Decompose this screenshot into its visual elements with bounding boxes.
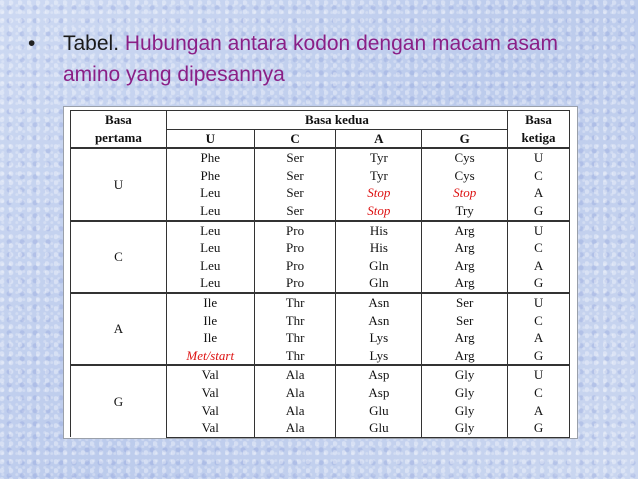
third-base-cell: A xyxy=(508,184,570,202)
amino-acid-cell-u: Val xyxy=(166,365,254,384)
amino-acid-cell-c: Ser xyxy=(254,202,336,221)
amino-acid-cell-c: Pro xyxy=(254,221,336,240)
third-base-cell: C xyxy=(508,167,570,185)
bullet-icon: • xyxy=(28,32,36,55)
third-base-cell: U xyxy=(508,148,570,167)
amino-acid-cell-c: Ser xyxy=(254,148,336,167)
amino-acid-cell-c: Pro xyxy=(254,257,336,275)
amino-acid-cell-g: Arg xyxy=(422,221,508,240)
amino-acid-cell-a: Glu xyxy=(336,402,422,420)
amino-acid-cell-c: Ser xyxy=(254,167,336,185)
third-base-cell: C xyxy=(508,312,570,330)
amino-acid-cell-u: Ile xyxy=(166,312,254,330)
first-base-cell: U xyxy=(71,148,167,220)
column-header-g: G xyxy=(422,129,508,148)
table-row xyxy=(71,148,570,167)
amino-acid-cell-a: Asn xyxy=(336,293,422,312)
first-base-cell: C xyxy=(71,221,167,293)
amino-acid-cell-c: Thr xyxy=(254,312,336,330)
third-base-cell: U xyxy=(508,293,570,312)
amino-acid-cell-a: Gln xyxy=(336,257,422,275)
amino-acid-cell-u: Leu xyxy=(166,257,254,275)
column-header-u: U xyxy=(166,129,254,148)
amino-acid-cell-a: Asp xyxy=(336,365,422,384)
title-text xyxy=(28,28,608,90)
amino-acid-cell-c: Ser xyxy=(254,184,336,202)
amino-acid-cell-g: Gly xyxy=(422,365,508,384)
amino-acid-cell-c: Ala xyxy=(254,402,336,420)
header-first-base-line2: pertama xyxy=(71,129,167,148)
amino-acid-cell-g: Ser xyxy=(422,293,508,312)
header-third-base-line2: ketiga xyxy=(508,129,570,148)
amino-acid-cell-c: Ala xyxy=(254,365,336,384)
amino-acid-cell-u: Leu xyxy=(166,202,254,221)
third-base-cell: U xyxy=(508,365,570,384)
amino-acid-cell-a: Gln xyxy=(336,274,422,293)
amino-acid-cell-g: Ser xyxy=(422,312,508,330)
amino-acid-cell-c: Thr xyxy=(254,329,336,347)
amino-acid-cell-a: Stop xyxy=(336,202,422,221)
first-base-cell: G xyxy=(71,365,167,437)
third-base-cell: A xyxy=(508,257,570,275)
amino-acid-cell-u: Ile xyxy=(166,293,254,312)
third-base-cell: A xyxy=(508,329,570,347)
header-first-base-line1: Basa xyxy=(71,111,167,130)
amino-acid-cell-g: Cys xyxy=(422,167,508,185)
amino-acid-cell-c: Pro xyxy=(254,239,336,257)
amino-acid-cell-c: Pro xyxy=(254,274,336,293)
amino-acid-cell-a: Tyr xyxy=(336,167,422,185)
amino-acid-cell-u: Phe xyxy=(166,167,254,185)
amino-acid-cell-u: Leu xyxy=(166,239,254,257)
amino-acid-cell-g: Arg xyxy=(422,347,508,366)
title-rest: Hubungan antara kodon dengan macam asam amino yang dipesannya xyxy=(63,32,559,86)
third-base-cell: G xyxy=(508,274,570,293)
amino-acid-cell-g: Stop xyxy=(422,184,508,202)
amino-acid-cell-c: Ala xyxy=(254,419,336,437)
slide-title xyxy=(28,28,608,90)
column-header-c: C xyxy=(254,129,336,148)
amino-acid-cell-a: His xyxy=(336,221,422,240)
amino-acid-cell-u: Leu xyxy=(166,184,254,202)
amino-acid-cell-a: Stop xyxy=(336,184,422,202)
amino-acid-cell-g: Arg xyxy=(422,274,508,293)
table-row xyxy=(71,365,570,384)
codon-table-body xyxy=(71,148,570,437)
amino-acid-cell-u: Val xyxy=(166,402,254,420)
third-base-cell: C xyxy=(508,384,570,402)
amino-acid-cell-u: Val xyxy=(166,419,254,437)
codon-table-frame xyxy=(63,106,578,439)
column-header-a: A xyxy=(336,129,422,148)
third-base-cell: G xyxy=(508,202,570,221)
amino-acid-cell-u: Ile xyxy=(166,329,254,347)
table-row xyxy=(71,221,570,240)
amino-acid-cell-a: Asn xyxy=(336,312,422,330)
title-lead: Tabel. xyxy=(63,32,120,55)
amino-acid-cell-g: Arg xyxy=(422,239,508,257)
amino-acid-cell-g: Cys xyxy=(422,148,508,167)
amino-acid-cell-c: Thr xyxy=(254,293,336,312)
header-third-base-line1: Basa xyxy=(508,111,570,130)
header-second-base: Basa kedua xyxy=(166,111,507,130)
amino-acid-cell-a: His xyxy=(336,239,422,257)
amino-acid-cell-g: Arg xyxy=(422,329,508,347)
amino-acid-cell-u: Leu xyxy=(166,221,254,240)
third-base-cell: A xyxy=(508,402,570,420)
amino-acid-cell-g: Arg xyxy=(422,257,508,275)
amino-acid-cell-u: Met/start xyxy=(166,347,254,366)
amino-acid-cell-a: Asp xyxy=(336,384,422,402)
amino-acid-cell-c: Ala xyxy=(254,384,336,402)
amino-acid-cell-g: Gly xyxy=(422,419,508,437)
amino-acid-cell-g: Gly xyxy=(422,402,508,420)
amino-acid-cell-u: Val xyxy=(166,384,254,402)
table-row xyxy=(71,293,570,312)
amino-acid-cell-u: Leu xyxy=(166,274,254,293)
codon-table xyxy=(70,110,570,438)
amino-acid-cell-u: Phe xyxy=(166,148,254,167)
third-base-cell: C xyxy=(508,239,570,257)
amino-acid-cell-a: Lys xyxy=(336,329,422,347)
first-base-cell: A xyxy=(71,293,167,365)
amino-acid-cell-a: Tyr xyxy=(336,148,422,167)
amino-acid-cell-a: Lys xyxy=(336,347,422,366)
amino-acid-cell-g: Gly xyxy=(422,384,508,402)
amino-acid-cell-g: Try xyxy=(422,202,508,221)
third-base-cell: G xyxy=(508,347,570,366)
third-base-cell: U xyxy=(508,221,570,240)
third-base-cell: G xyxy=(508,419,570,437)
amino-acid-cell-c: Thr xyxy=(254,347,336,366)
amino-acid-cell-a: Glu xyxy=(336,419,422,437)
